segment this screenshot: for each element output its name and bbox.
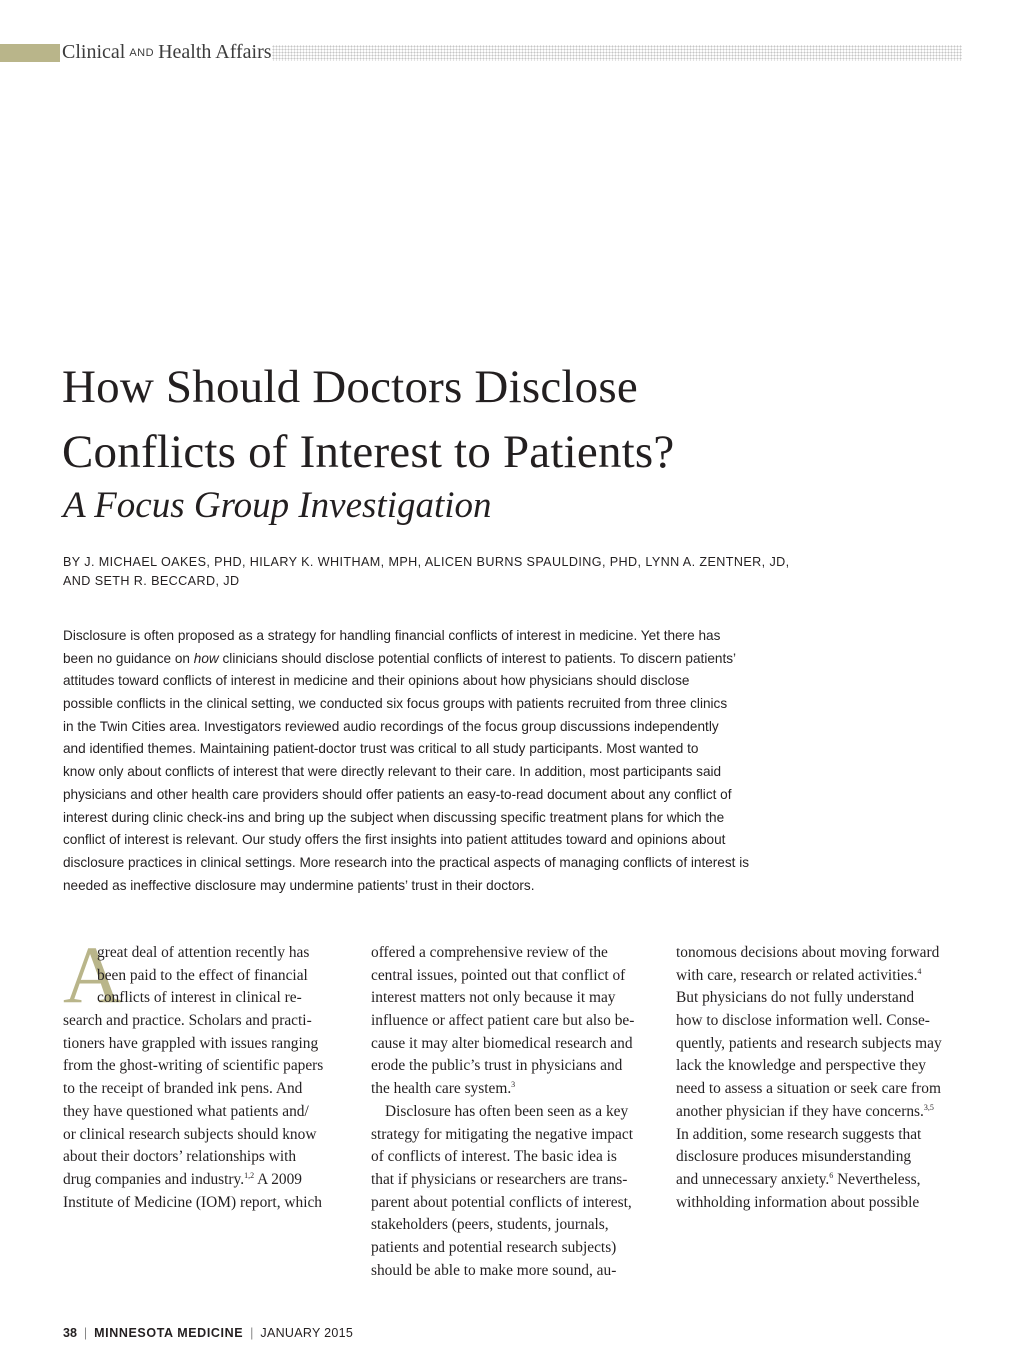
body-text: and unnecessary anxiety. xyxy=(676,1170,830,1188)
body-column-3 xyxy=(676,942,976,1214)
publication-name: MINNESOTA MEDICINE xyxy=(94,1326,244,1340)
body-line: disclosure produces misunderstanding xyxy=(676,1148,912,1166)
abstract-text: clinicians should disclose potential conflicts of interest to patients. To discern patients’ xyxy=(218,650,737,666)
citation-superscript: 4 xyxy=(917,966,922,976)
body-line: been paid to the effect of financial xyxy=(97,966,308,984)
citation-superscript: 3 xyxy=(511,1080,516,1090)
body-line: withholding information about possible xyxy=(676,1193,920,1211)
body-line: of conflicts of interest. The basic idea is xyxy=(371,1148,617,1166)
abstract-line: attitudes toward conflicts of interest in medicine and their opinions about how physicians should disclose xyxy=(63,673,690,689)
body-text: the health care system. xyxy=(371,1080,512,1098)
citation-superscript: 3,5 xyxy=(923,1102,934,1112)
body-line: lack the knowledge and perspective they xyxy=(676,1057,927,1075)
abstract-line: conflict of interest is relevant. Our study offers the first insights into patient attitudes toward and opinions about xyxy=(63,832,726,848)
body-line: Institute of Medicine (IOM) report, which xyxy=(63,1193,323,1211)
body-line: cause it may alter biomedical research and xyxy=(371,1034,633,1052)
body-line: conflicts of interest in clinical re- xyxy=(97,989,302,1007)
abstract-line: disclosure practices in clinical settings. More research into the practical aspects of managing conflicts of interest is xyxy=(63,854,750,870)
article-title-line-2: Conflicts of Interest to Patients? xyxy=(62,426,675,478)
body-line xyxy=(676,1101,976,1124)
body-line: stakeholders (peers, students, journals, xyxy=(371,1216,609,1234)
abstract-line: possible conflicts in the clinical setting, we conducted six focus groups with patients recruited from three clinics xyxy=(63,696,728,712)
body-text: A 2009 xyxy=(254,1170,302,1188)
body-line: influence or affect patient care but also be- xyxy=(371,1012,635,1030)
article-title-line-1: How Should Doctors Disclose xyxy=(62,361,638,413)
section-label-and: AND xyxy=(129,47,155,59)
page-footer xyxy=(63,1325,353,1341)
abstract-line: know only about conflicts of interest that were directly relevant to their care. In addition, most participants said xyxy=(63,764,722,780)
abstract-line: and identified themes. Maintaining patient-doctor trust was critical to all study participants. Most wanted to xyxy=(63,741,699,757)
body-line: from the ghost-writing of scientific papers xyxy=(63,1057,324,1075)
page-number: 38 xyxy=(63,1326,77,1340)
body-column-1 xyxy=(63,929,363,1214)
article-subtitle: A Focus Group Investigation xyxy=(63,485,492,526)
body-line: about their doctors’ relationships with xyxy=(63,1148,297,1166)
abstract-line: physicians and other health care providers should offer patients an easy-to-read document about any conflict of xyxy=(63,786,732,802)
body-line xyxy=(63,1169,363,1192)
citation-superscript: 1,2 xyxy=(244,1170,255,1180)
body-line: or clinical research subjects should know xyxy=(63,1125,317,1143)
body-line: that if physicians or researchers are trans- xyxy=(371,1170,628,1188)
section-color-bar xyxy=(0,44,60,62)
abstract-line: in the Twin Cities area. Investigators reviewed audio recordings of the focus group discussions independently xyxy=(63,718,719,734)
body-line: offered a comprehensive review of the xyxy=(371,944,608,961)
body-line: search and practice. Scholars and practi- xyxy=(63,1012,312,1030)
abstract-line: Disclosure is often proposed as a strategy for handling financial conflicts of interest in medicine. Yet there has xyxy=(63,628,721,643)
body-line: tonomous decisions about moving forward xyxy=(676,944,940,961)
section-label-part2: Health Affairs xyxy=(158,41,272,63)
body-line: to the receipt of branded ink pens. And xyxy=(63,1080,303,1098)
abstract-line: interest during clinic check-ins and bring up the subject when discussing specific treatment plans for which the xyxy=(63,809,725,825)
abstract-line xyxy=(63,648,853,671)
body-text: drug companies and industry. xyxy=(63,1170,245,1188)
body-line: tioners have grappled with issues ranging xyxy=(63,1034,319,1052)
body-column-2 xyxy=(371,942,671,1282)
body-line: quently, patients and research subjects may xyxy=(676,1034,942,1052)
issue-date: JANUARY 2015 xyxy=(260,1326,354,1340)
body-line: central issues, pointed out that conflict of xyxy=(371,966,626,984)
body-line: need to assess a situation or seek care from xyxy=(676,1080,941,1098)
footer-separator: | xyxy=(83,1326,88,1340)
body-line: In addition, some research suggests that xyxy=(676,1125,922,1143)
body-line: But physicians do not fully understand xyxy=(676,989,915,1007)
body-line: great deal of attention recently has xyxy=(97,944,310,961)
abstract-line: needed as ineffective disclosure may undermine patients’ trust in their doctors. xyxy=(63,877,535,893)
body-line: Disclosure has often been seen as a key xyxy=(385,1102,629,1120)
body-line: how to disclose information well. Conse- xyxy=(676,1012,930,1030)
abstract-emphasis: how xyxy=(193,650,219,666)
footer-separator: | xyxy=(250,1326,254,1340)
byline-line-1: BY J. MICHAEL OAKES, PHD, HILARY K. WHITHAM, MPH, ALICEN BURNS SPAULDING, PHD, LYNN A. ZENTNER, JD, xyxy=(63,555,790,569)
body-line xyxy=(676,1169,976,1192)
body-line: erode the public’s trust in physicians and xyxy=(371,1057,623,1075)
body-line xyxy=(676,965,976,988)
body-text: with care, research or related activities. xyxy=(676,966,918,984)
abstract xyxy=(63,625,853,897)
header-dot-pattern xyxy=(272,45,962,61)
body-line: they have questioned what patients and/ xyxy=(63,1102,309,1120)
body-line: strategy for mitigating the negative impact xyxy=(371,1125,633,1143)
body-text: another physician if they have concerns. xyxy=(676,1102,924,1120)
body-line: parent about potential conflicts of interest, xyxy=(371,1193,632,1211)
body-line: patients and potential research subjects) xyxy=(371,1238,617,1256)
byline-line-2: AND SETH R. BECCARD, JD xyxy=(63,574,240,588)
section-label-part1: Clinical xyxy=(62,41,126,63)
citation-superscript: 6 xyxy=(829,1170,834,1180)
abstract-text: been no guidance on xyxy=(63,650,194,666)
body-line: should be able to make more sound, au- xyxy=(371,1261,617,1279)
section-header xyxy=(62,40,272,65)
body-line xyxy=(371,1078,671,1101)
drop-cap: A xyxy=(63,929,123,1020)
body-text: Nevertheless, xyxy=(833,1170,921,1188)
body-line: interest matters not only because it may xyxy=(371,989,616,1007)
